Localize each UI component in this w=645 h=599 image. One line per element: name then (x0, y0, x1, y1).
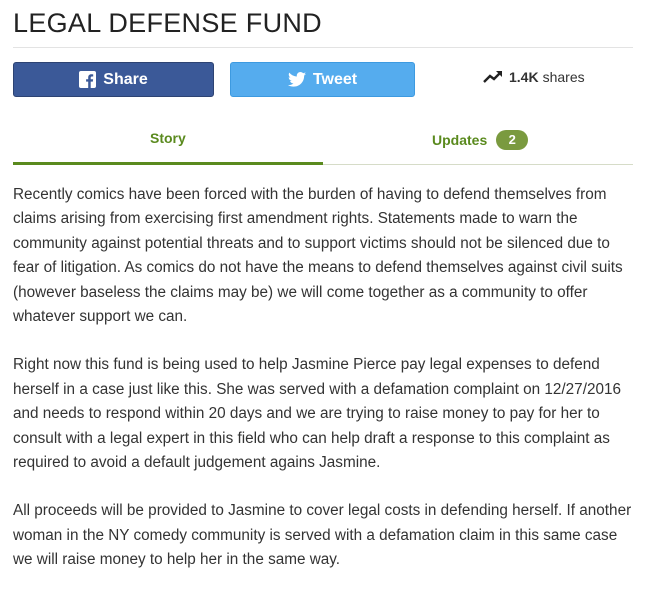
page-title: LEGAL DEFENSE FUND (13, 8, 322, 38)
share-count-suffix: shares (542, 69, 585, 85)
title-divider (13, 47, 633, 48)
active-tab-indicator (13, 162, 323, 165)
twitter-tweet-button[interactable] (230, 62, 415, 97)
facebook-icon (79, 71, 96, 88)
story-paragraph: Right now this fund is being used to help Jasmine Pierce pay legal expenses to defend herself in a case just like this. She was served with a defamation complaint on 12/27/2016 and needs to respond within 20 days and we are trying to raise money to pay for her to consult with a legal expert in this field who can help draft a response to this complaint as required to avoid a default judgement agains Jasmine. (13, 356, 621, 472)
tab-story[interactable] (150, 130, 186, 146)
story-paragraph: Recently comics have been forced with the burden of having to defend themselves from claims arising from exercising first amendment rights. Statements made to warn the community against potential threats and to support victims should not be silenced due to fear of litigation. As comics do not have the means to defend themselves against civil suits (however baseless the claims may be) we will come together as a community to offer whatever support we can. (13, 186, 623, 326)
twitter-icon (288, 72, 306, 87)
tab-updates-label: Updates (432, 132, 488, 148)
twitter-tweet-label: Tweet (312, 70, 358, 88)
updates-count-badge: 2 (496, 130, 528, 150)
story-content (13, 183, 635, 597)
facebook-share-button[interactable] (13, 62, 214, 97)
share-count-number: 1.4K (509, 69, 539, 85)
share-count (483, 69, 585, 85)
tab-story-label: Story (150, 130, 186, 146)
trending-up-icon (483, 71, 503, 83)
story-paragraph: All proceeds will be provided to Jasmine to cover legal costs in defending herself. If another woman in the NY comedy community is served with a defamation claim in this same case we will raise money to help her in the same way. (13, 502, 632, 569)
facebook-share-label: Share (103, 70, 148, 88)
tab-updates[interactable] (432, 130, 528, 150)
